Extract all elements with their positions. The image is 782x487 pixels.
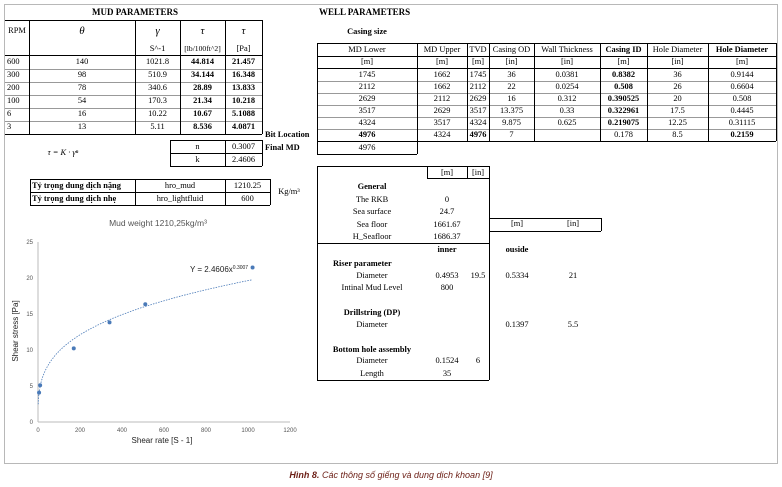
- well-header-cell: MD Upper: [423, 44, 461, 54]
- well-cell: 0.33: [559, 105, 575, 115]
- mud-cell: 5.1088: [231, 109, 256, 119]
- sea-surface-label: Sea surface: [352, 206, 392, 216]
- dp-diameter-label: Diameter: [356, 319, 388, 329]
- drillstring-title: Drillstring (DP): [343, 307, 401, 317]
- trendline-curve: [38, 280, 252, 405]
- chart-axes: [26, 240, 297, 434]
- data-point: [108, 320, 112, 324]
- well-cell: 3517: [469, 105, 487, 115]
- chart-xlabel: Shear rate [S - 1]: [131, 436, 193, 445]
- trendline-equation: $Y = 2.4606x^{0.3007}$: [190, 265, 249, 274]
- well-cell: 0.0254: [555, 81, 579, 91]
- mud-cell: 10.22: [148, 109, 167, 119]
- outer-unit-in: [in]: [566, 219, 580, 229]
- final-md-label: Final MD: [265, 142, 300, 152]
- general-unit-m: [m]: [440, 168, 454, 178]
- well-title: WELL PARAMETERS: [319, 6, 411, 17]
- well-cell: 0.508: [614, 81, 633, 91]
- general-parameters-table: [317, 166, 617, 382]
- mud-cell: 5.11: [150, 122, 165, 132]
- well-header-cell: Hole Diameter: [715, 44, 769, 54]
- well-header-cell: Wall Thickness: [541, 44, 593, 54]
- sea-surface-value: 24.7: [439, 206, 455, 216]
- well-unit-cell: [m]: [471, 57, 485, 67]
- mud-cell: 16: [77, 109, 87, 119]
- riser-outer-m: 0.5334: [505, 270, 529, 280]
- well-header-cell: TVD: [469, 44, 487, 54]
- chart-trendline: [38, 280, 252, 405]
- well-cell: 4976: [469, 129, 487, 139]
- figure-caption: [0, 470, 782, 480]
- casing-size-label: Casing size: [347, 26, 387, 36]
- density-light-symbol: hro_lightfluid: [156, 193, 204, 203]
- n-value: 0.3007: [231, 141, 256, 151]
- inner-label: inner: [437, 244, 457, 254]
- well-cell: 0.0381: [555, 69, 579, 79]
- mud-cell: 54: [77, 96, 87, 106]
- well-cell: 2112: [433, 93, 451, 103]
- well-cell: 0.31115: [728, 117, 756, 127]
- well-cell: 0.322961: [607, 105, 640, 115]
- well-cell: 2629: [469, 93, 487, 103]
- mud-cell: 10.67: [193, 109, 212, 119]
- bha-inner-m: 0.1524: [435, 355, 459, 365]
- well-cell: 0.178: [614, 129, 633, 139]
- well-cell: 7: [509, 129, 514, 139]
- power-law-formula: τ = K · γⁿ: [47, 147, 79, 157]
- data-point: [38, 383, 42, 387]
- mud-header-tau-lb: τ: [200, 25, 205, 37]
- y-tick-label: 15: [26, 312, 33, 318]
- well-cell: 4976: [358, 129, 376, 139]
- h-seafloor-value: 1686.37: [433, 231, 461, 241]
- mud-title: MUD PARAMETERS: [91, 6, 179, 17]
- mud-unit-tau-lb: [lb/100ft^2]: [184, 44, 221, 54]
- well-unit-cell: [in]: [560, 57, 574, 67]
- well-unit-cell: [in]: [671, 57, 684, 67]
- power-law-block: [5, 140, 263, 170]
- outer-unit-m: [m]: [510, 219, 524, 229]
- x-tick-label: 200: [74, 428, 86, 434]
- chart-points: [37, 266, 255, 395]
- k-value: 2.4606: [231, 154, 256, 164]
- x-tick-label: 600: [158, 428, 170, 434]
- well-cell: 4324: [433, 129, 451, 139]
- general-unit-in: [in]: [471, 168, 485, 178]
- well-cell: 22: [507, 81, 516, 91]
- well-cell: [534, 129, 600, 141]
- well-header-cell: Hole Diameter: [652, 44, 703, 54]
- well-cell: 20: [673, 93, 682, 103]
- initial-mud-label: Intinal Mud Level: [341, 282, 403, 292]
- mud-cell: 28.89: [193, 83, 212, 93]
- x-tick-label: 0: [36, 428, 40, 434]
- well-cell: 12.25: [668, 117, 687, 127]
- well-parameters-table: [263, 5, 777, 155]
- shear-stress-chart: [8, 212, 308, 462]
- mud-cell: 98: [77, 70, 87, 80]
- well-cell: 26: [673, 81, 682, 91]
- mud-cell: 100: [7, 96, 20, 106]
- k-label: k: [195, 154, 200, 164]
- well-unit-cell: [m]: [735, 57, 749, 67]
- well-header-cell: Casing OD: [492, 44, 531, 54]
- y-tick-label: 20: [26, 276, 33, 282]
- well-unit-cell: [in]: [505, 57, 518, 67]
- mud-header-rpm: RPM: [8, 26, 26, 36]
- riser-inner-in: 19.5: [470, 270, 486, 280]
- mud-cell: 6: [7, 109, 12, 119]
- rkb-value: 0: [444, 194, 450, 204]
- caption-text: Các thông số giếng và dung dịch khoan [9]: [321, 470, 493, 480]
- bha-title: Bottom hole assembly: [332, 344, 412, 354]
- well-cell: 4324: [358, 117, 376, 127]
- mud-cell: 510.9: [148, 70, 167, 80]
- data-point: [72, 346, 76, 350]
- well-cell: 4324: [469, 117, 487, 127]
- bha-diameter-label: Diameter: [356, 355, 388, 365]
- bha-inner-in: 6: [475, 355, 481, 365]
- well-cell: 8.5: [672, 129, 683, 139]
- data-point: [251, 266, 255, 270]
- well-cell: 36: [673, 69, 682, 79]
- mud-cell: 13: [77, 122, 87, 132]
- mud-header-tau-pa: τ: [241, 25, 246, 37]
- riser-title: Riser parameter: [333, 258, 392, 268]
- mud-cell: 200: [7, 83, 20, 93]
- mud-cell: 300: [7, 70, 20, 80]
- riser-diameter-label: Diameter: [356, 270, 388, 280]
- mud-cell: 44.814: [190, 57, 215, 67]
- mud-cell: 1021.8: [145, 57, 170, 67]
- x-tick-label: 1200: [283, 428, 297, 434]
- mud-cell: 21.34: [193, 96, 212, 106]
- mud-unit-tau-pa: [Pa]: [236, 43, 251, 53]
- dp-outer-in: 5.5: [567, 319, 579, 329]
- chart-canvas: [8, 212, 308, 462]
- final-md-value: 4976: [358, 142, 376, 152]
- x-tick-label: 1000: [241, 428, 255, 434]
- well-cell: 0.508: [732, 93, 752, 103]
- bha-length-label: Length: [360, 368, 384, 378]
- mud-cell: 170.3: [148, 96, 167, 106]
- general-title: General: [357, 181, 387, 191]
- well-cell: 0.2159: [730, 129, 754, 139]
- well-unit-cell: [m]: [435, 57, 449, 67]
- well-cell: 36: [507, 69, 516, 79]
- sea-floor-value: 1661.67: [433, 219, 461, 229]
- well-cell: 1745: [469, 69, 487, 79]
- well-cell: 0.8382: [611, 69, 636, 79]
- chart-title: Mud weight 1210,25kg/m³: [109, 218, 207, 228]
- well-cell: 0.219075: [607, 117, 640, 127]
- y-tick-label: 25: [26, 240, 33, 246]
- rkb-label: The RKB: [355, 194, 389, 204]
- well-cell: 1745: [358, 69, 376, 79]
- mud-cell: 140: [75, 57, 89, 67]
- initial-mud-value: 800: [440, 282, 454, 292]
- density-heavy-symbol: hro_mud: [164, 180, 196, 190]
- sea-floor-label: Sea floor: [356, 219, 388, 229]
- well-cell: 1662: [433, 81, 451, 91]
- well-cell: 2112: [358, 81, 376, 91]
- mud-cell: 600: [7, 57, 20, 67]
- well-cell: 13.375: [499, 105, 524, 115]
- x-tick-label: 400: [116, 428, 128, 434]
- data-point: [37, 391, 41, 395]
- density-unit: Kg/m³: [278, 186, 300, 196]
- mud-cell: 34.144: [190, 70, 215, 80]
- mud-cell: 3: [7, 122, 12, 132]
- caption-label: Hình 8.: [289, 470, 320, 480]
- well-cell: 0.4445: [730, 105, 754, 115]
- outside-label: ouside: [505, 244, 529, 254]
- well-cell: 2112: [469, 81, 487, 91]
- x-tick-label: 800: [200, 428, 212, 434]
- bha-length-value: 35: [442, 368, 452, 378]
- density-heavy-value: 1210.25: [233, 180, 262, 190]
- riser-outer-in: 21: [568, 270, 578, 280]
- y-tick-label: 10: [26, 348, 33, 354]
- h-seafloor-label: H_Seafloor: [352, 231, 392, 241]
- y-tick-label: 0: [29, 420, 33, 426]
- well-cell: 0.625: [557, 117, 577, 127]
- dp-outer-m: 0.1397: [505, 319, 529, 329]
- mud-cell: 4.0871: [231, 122, 256, 132]
- mud-cell: 21.457: [231, 57, 256, 67]
- well-header-cell: MD Lower: [348, 44, 386, 54]
- mud-cell: 78: [77, 83, 87, 93]
- mud-cell: 10.218: [231, 96, 256, 106]
- well-cell: 0.6604: [730, 81, 754, 91]
- well-cell: 0.312: [557, 93, 577, 103]
- well-header-cell: Casing ID: [605, 44, 642, 54]
- density-heavy-label: Tỷ trọng dung dịch nặng: [32, 180, 121, 190]
- n-label: n: [195, 141, 200, 151]
- y-tick-label: 5: [29, 384, 33, 390]
- mud-unit-gamma: S^-1: [149, 43, 166, 53]
- well-unit-cell: [m]: [360, 57, 374, 67]
- mud-header-theta: θ: [79, 25, 85, 37]
- mud-cell: 16.348: [231, 70, 256, 80]
- well-cell: 2629: [358, 93, 376, 103]
- mud-parameters-table: [5, 5, 263, 135]
- well-cell: 9.875: [502, 117, 521, 127]
- chart-ylabel: Shear stress [Pa]: [11, 300, 20, 362]
- density-light-label: Tỷ trọng dung dịch nhẹ: [32, 193, 117, 203]
- bit-location-label: Bit Location: [265, 130, 310, 140]
- riser-inner-m: 0.4953: [435, 270, 459, 280]
- well-cell: 2629: [433, 105, 451, 115]
- density-light-value: 600: [241, 193, 254, 203]
- mud-cell: 340.6: [148, 83, 167, 93]
- mud-cell: 8.536: [193, 122, 212, 132]
- well-cell: 16: [507, 93, 516, 103]
- data-point: [143, 302, 147, 306]
- well-cell: 3517: [433, 117, 451, 127]
- well-cell: 3517: [358, 105, 376, 115]
- mud-header-gamma: γ: [155, 25, 160, 37]
- well-cell: 0.390525: [607, 93, 640, 103]
- well-cell: 17.5: [670, 105, 685, 115]
- density-block: [5, 177, 305, 207]
- well-unit-cell: [m]: [617, 57, 630, 67]
- well-cell: 1662: [433, 69, 451, 79]
- mud-cell: 13.833: [231, 83, 256, 93]
- well-cell: 0.9144: [730, 69, 754, 79]
